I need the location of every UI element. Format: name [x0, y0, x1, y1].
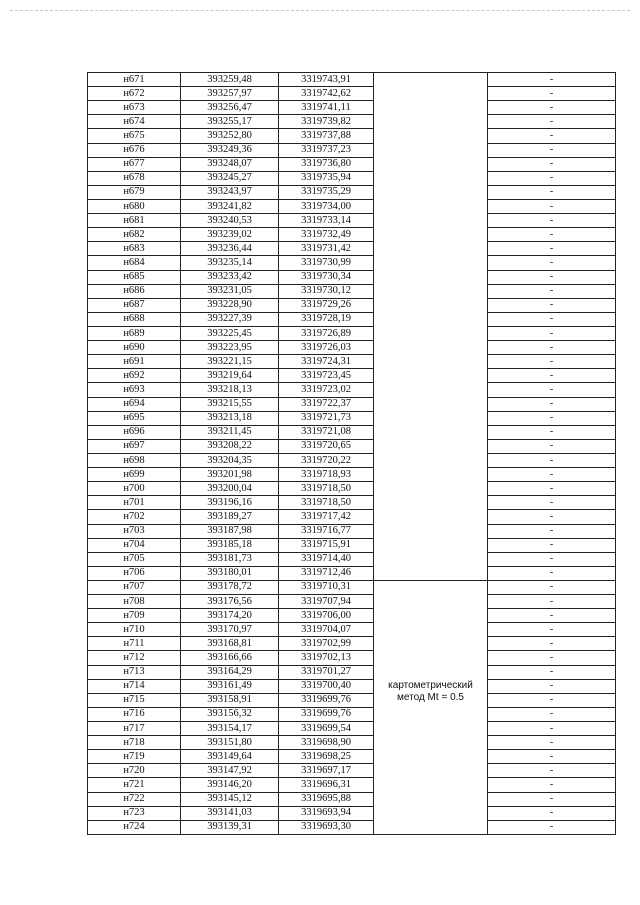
note-cell: -	[488, 510, 616, 524]
x-coordinate-cell: 393241,82	[181, 199, 279, 213]
y-coordinate-cell: 3319693,94	[279, 806, 374, 820]
note-cell: -	[488, 185, 616, 199]
table-row	[88, 750, 616, 764]
point-id-cell: н674	[88, 115, 181, 129]
point-id-cell: н689	[88, 326, 181, 340]
note-cell: -	[488, 609, 616, 623]
y-coordinate-cell: 3319729,26	[279, 298, 374, 312]
note-cell: -	[488, 651, 616, 665]
table-row	[88, 665, 616, 679]
y-coordinate-cell: 3319718,50	[279, 482, 374, 496]
x-coordinate-cell: 393228,90	[181, 298, 279, 312]
x-coordinate-cell: 393154,17	[181, 722, 279, 736]
x-coordinate-cell: 393243,97	[181, 185, 279, 199]
x-coordinate-cell: 393256,47	[181, 101, 279, 115]
y-coordinate-cell: 3319723,45	[279, 369, 374, 383]
y-coordinate-cell: 3319715,91	[279, 538, 374, 552]
table-row	[88, 580, 616, 594]
point-id-cell: н682	[88, 228, 181, 242]
note-cell: -	[488, 369, 616, 383]
table-row	[88, 707, 616, 721]
note-cell: -	[488, 496, 616, 510]
table-row	[88, 496, 616, 510]
table-row	[88, 383, 616, 397]
table-row	[88, 270, 616, 284]
x-coordinate-cell: 393231,05	[181, 284, 279, 298]
point-id-cell: н677	[88, 157, 181, 171]
point-id-cell: н711	[88, 637, 181, 651]
table-row	[88, 171, 616, 185]
table-row	[88, 298, 616, 312]
table-row	[88, 214, 616, 228]
note-cell: -	[488, 397, 616, 411]
note-cell: -	[488, 143, 616, 157]
point-id-cell: н691	[88, 355, 181, 369]
x-coordinate-cell: 393245,27	[181, 171, 279, 185]
x-coordinate-cell: 393149,64	[181, 750, 279, 764]
note-cell: -	[488, 778, 616, 792]
point-id-cell: н696	[88, 425, 181, 439]
note-cell: -	[488, 129, 616, 143]
y-coordinate-cell: 3319714,40	[279, 552, 374, 566]
point-id-cell: н680	[88, 199, 181, 213]
x-coordinate-cell: 393180,01	[181, 566, 279, 580]
note-cell: -	[488, 482, 616, 496]
note-cell: -	[488, 312, 616, 326]
table-row	[88, 679, 616, 693]
x-coordinate-cell: 393151,80	[181, 736, 279, 750]
table-row	[88, 651, 616, 665]
y-coordinate-cell: 3319707,94	[279, 595, 374, 609]
table-row	[88, 820, 616, 834]
note-cell: -	[488, 665, 616, 679]
y-coordinate-cell: 3319732,49	[279, 228, 374, 242]
table-row	[88, 538, 616, 552]
x-coordinate-cell: 393176,56	[181, 595, 279, 609]
y-coordinate-cell: 3319723,02	[279, 383, 374, 397]
x-coordinate-cell: 393248,07	[181, 157, 279, 171]
table-row	[88, 397, 616, 411]
x-coordinate-cell: 393255,17	[181, 115, 279, 129]
y-coordinate-cell: 3319737,88	[279, 129, 374, 143]
point-id-cell: н685	[88, 270, 181, 284]
x-coordinate-cell: 393213,18	[181, 411, 279, 425]
table-row	[88, 411, 616, 425]
note-cell: -	[488, 87, 616, 101]
point-id-cell: н693	[88, 383, 181, 397]
table-row	[88, 736, 616, 750]
x-coordinate-cell: 393181,73	[181, 552, 279, 566]
x-coordinate-cell: 393235,14	[181, 256, 279, 270]
y-coordinate-cell: 3319722,37	[279, 397, 374, 411]
point-id-cell: н716	[88, 707, 181, 721]
y-coordinate-cell: 3319712,46	[279, 566, 374, 580]
point-id-cell: н678	[88, 171, 181, 185]
table-row	[88, 87, 616, 101]
point-id-cell: н687	[88, 298, 181, 312]
note-cell: -	[488, 580, 616, 594]
x-coordinate-cell: 393223,95	[181, 341, 279, 355]
y-coordinate-cell: 3319742,62	[279, 87, 374, 101]
note-cell: -	[488, 101, 616, 115]
x-coordinate-cell: 393233,42	[181, 270, 279, 284]
x-coordinate-cell: 393239,02	[181, 228, 279, 242]
note-cell: -	[488, 199, 616, 213]
point-id-cell: н721	[88, 778, 181, 792]
point-id-cell: н690	[88, 341, 181, 355]
x-coordinate-cell: 393145,12	[181, 792, 279, 806]
y-coordinate-cell: 3319717,42	[279, 510, 374, 524]
note-cell: -	[488, 214, 616, 228]
y-coordinate-cell: 3319706,00	[279, 609, 374, 623]
y-coordinate-cell: 3319718,93	[279, 468, 374, 482]
x-coordinate-cell: 393139,31	[181, 820, 279, 834]
point-id-cell: н692	[88, 369, 181, 383]
note-cell: -	[488, 383, 616, 397]
y-coordinate-cell: 3319726,03	[279, 341, 374, 355]
point-id-cell: н701	[88, 496, 181, 510]
table-row	[88, 524, 616, 538]
note-cell: -	[488, 228, 616, 242]
point-id-cell: н710	[88, 623, 181, 637]
y-coordinate-cell: 3319730,12	[279, 284, 374, 298]
table-row	[88, 609, 616, 623]
note-cell: -	[488, 693, 616, 707]
x-coordinate-cell: 393156,32	[181, 707, 279, 721]
x-coordinate-cell: 393174,20	[181, 609, 279, 623]
point-id-cell: н719	[88, 750, 181, 764]
y-coordinate-cell: 3319698,25	[279, 750, 374, 764]
point-id-cell: н704	[88, 538, 181, 552]
note-cell: -	[488, 355, 616, 369]
note-cell: -	[488, 256, 616, 270]
x-coordinate-cell: 393204,35	[181, 453, 279, 467]
x-coordinate-cell: 393221,15	[181, 355, 279, 369]
x-coordinate-cell: 393215,55	[181, 397, 279, 411]
note-cell: -	[488, 524, 616, 538]
y-coordinate-cell: 3319721,08	[279, 425, 374, 439]
point-id-cell: н707	[88, 580, 181, 594]
point-id-cell: н720	[88, 764, 181, 778]
y-coordinate-cell: 3319730,99	[279, 256, 374, 270]
point-id-cell: н713	[88, 665, 181, 679]
point-id-cell: н700	[88, 482, 181, 496]
table-row	[88, 369, 616, 383]
y-coordinate-cell: 3319735,94	[279, 171, 374, 185]
y-coordinate-cell: 3319699,76	[279, 707, 374, 721]
x-coordinate-cell: 393178,72	[181, 580, 279, 594]
x-coordinate-cell: 393252,80	[181, 129, 279, 143]
x-coordinate-cell: 393211,45	[181, 425, 279, 439]
table-row	[88, 623, 616, 637]
y-coordinate-cell: 3319720,65	[279, 439, 374, 453]
x-coordinate-cell: 393185,18	[181, 538, 279, 552]
x-coordinate-cell: 393219,64	[181, 369, 279, 383]
coordinates-table	[87, 72, 616, 835]
point-id-cell: н708	[88, 595, 181, 609]
y-coordinate-cell: 3319741,11	[279, 101, 374, 115]
y-coordinate-cell: 3319710,31	[279, 580, 374, 594]
note-cell: -	[488, 792, 616, 806]
point-id-cell: н681	[88, 214, 181, 228]
table-row	[88, 792, 616, 806]
y-coordinate-cell: 3319700,40	[279, 679, 374, 693]
point-id-cell: н695	[88, 411, 181, 425]
y-coordinate-cell: 3319730,34	[279, 270, 374, 284]
note-cell: -	[488, 552, 616, 566]
point-id-cell: н679	[88, 185, 181, 199]
y-coordinate-cell: 3319699,76	[279, 693, 374, 707]
note-cell: -	[488, 566, 616, 580]
x-coordinate-cell: 393164,29	[181, 665, 279, 679]
point-id-cell: н714	[88, 679, 181, 693]
note-cell: -	[488, 453, 616, 467]
point-id-cell: н706	[88, 566, 181, 580]
x-coordinate-cell: 393158,91	[181, 693, 279, 707]
point-id-cell: н686	[88, 284, 181, 298]
point-id-cell: н723	[88, 806, 181, 820]
table-row	[88, 637, 616, 651]
note-cell: -	[488, 411, 616, 425]
table-row	[88, 73, 616, 87]
note-cell: -	[488, 623, 616, 637]
point-id-cell: н715	[88, 693, 181, 707]
point-id-cell: н676	[88, 143, 181, 157]
x-coordinate-cell: 393141,03	[181, 806, 279, 820]
point-id-cell: н724	[88, 820, 181, 834]
point-id-cell: н712	[88, 651, 181, 665]
table-row	[88, 693, 616, 707]
x-coordinate-cell: 393189,27	[181, 510, 279, 524]
x-coordinate-cell: 393187,98	[181, 524, 279, 538]
point-id-cell: н709	[88, 609, 181, 623]
x-coordinate-cell: 393240,53	[181, 214, 279, 228]
point-id-cell: н702	[88, 510, 181, 524]
x-coordinate-cell: 393196,16	[181, 496, 279, 510]
x-coordinate-cell: 393236,44	[181, 242, 279, 256]
table-row	[88, 185, 616, 199]
note-cell: -	[488, 439, 616, 453]
table-row	[88, 199, 616, 213]
table-row	[88, 157, 616, 171]
y-coordinate-cell: 3319701,27	[279, 665, 374, 679]
note-cell: -	[488, 73, 616, 87]
y-coordinate-cell: 3319702,99	[279, 637, 374, 651]
table-row	[88, 341, 616, 355]
note-cell: -	[488, 284, 616, 298]
note-cell: -	[488, 242, 616, 256]
y-coordinate-cell: 3319724,31	[279, 355, 374, 369]
scan-top-edge	[10, 10, 630, 13]
point-id-cell: н722	[88, 792, 181, 806]
point-id-cell: н673	[88, 101, 181, 115]
point-id-cell: н675	[88, 129, 181, 143]
note-cell: -	[488, 806, 616, 820]
note-cell: -	[488, 425, 616, 439]
note-cell: -	[488, 707, 616, 721]
point-id-cell: н699	[88, 468, 181, 482]
y-coordinate-cell: 3319696,31	[279, 778, 374, 792]
y-coordinate-cell: 3319739,82	[279, 115, 374, 129]
point-id-cell: н698	[88, 453, 181, 467]
point-id-cell: н717	[88, 722, 181, 736]
note-cell: -	[488, 157, 616, 171]
note-cell: -	[488, 468, 616, 482]
y-coordinate-cell: 3319693,30	[279, 820, 374, 834]
table-row	[88, 242, 616, 256]
table-row	[88, 256, 616, 270]
table-row	[88, 806, 616, 820]
y-coordinate-cell: 3319718,50	[279, 496, 374, 510]
coordinates-table-body	[88, 73, 616, 835]
y-coordinate-cell: 3319699,54	[279, 722, 374, 736]
y-coordinate-cell: 3319721,73	[279, 411, 374, 425]
x-coordinate-cell: 393257,97	[181, 87, 279, 101]
table-row	[88, 425, 616, 439]
note-cell: -	[488, 722, 616, 736]
note-cell: -	[488, 115, 616, 129]
y-coordinate-cell: 3319731,42	[279, 242, 374, 256]
point-id-cell: н671	[88, 73, 181, 87]
note-cell: -	[488, 736, 616, 750]
table-row	[88, 129, 616, 143]
x-coordinate-cell: 393227,39	[181, 312, 279, 326]
y-coordinate-cell: 3319737,23	[279, 143, 374, 157]
table-row	[88, 722, 616, 736]
table-row	[88, 453, 616, 467]
note-cell: -	[488, 341, 616, 355]
table-row	[88, 228, 616, 242]
note-cell: -	[488, 820, 616, 834]
x-coordinate-cell: 393218,13	[181, 383, 279, 397]
table-row	[88, 595, 616, 609]
note-cell: -	[488, 764, 616, 778]
table-row	[88, 143, 616, 157]
point-id-cell: н684	[88, 256, 181, 270]
table-row	[88, 510, 616, 524]
y-coordinate-cell: 3319733,14	[279, 214, 374, 228]
determination-method-cell	[374, 73, 488, 581]
x-coordinate-cell: 393201,98	[181, 468, 279, 482]
y-coordinate-cell: 3319736,80	[279, 157, 374, 171]
y-coordinate-cell: 3319734,00	[279, 199, 374, 213]
table-row	[88, 566, 616, 580]
x-coordinate-cell: 393168,81	[181, 637, 279, 651]
x-coordinate-cell: 393166,66	[181, 651, 279, 665]
table-row	[88, 764, 616, 778]
note-cell: -	[488, 595, 616, 609]
determination-method-cell: картометрический метод Mt = 0.5	[374, 580, 488, 834]
y-coordinate-cell: 3319735,29	[279, 185, 374, 199]
table-row	[88, 778, 616, 792]
point-id-cell: н718	[88, 736, 181, 750]
y-coordinate-cell: 3319698,90	[279, 736, 374, 750]
y-coordinate-cell: 3319702,13	[279, 651, 374, 665]
table-row	[88, 115, 616, 129]
table-row	[88, 552, 616, 566]
point-id-cell: н672	[88, 87, 181, 101]
note-cell: -	[488, 171, 616, 185]
note-cell: -	[488, 679, 616, 693]
x-coordinate-cell: 393200,04	[181, 482, 279, 496]
point-id-cell: н683	[88, 242, 181, 256]
y-coordinate-cell: 3319697,17	[279, 764, 374, 778]
point-id-cell: н688	[88, 312, 181, 326]
note-cell: -	[488, 538, 616, 552]
point-id-cell: н694	[88, 397, 181, 411]
y-coordinate-cell: 3319720,22	[279, 453, 374, 467]
point-id-cell: н703	[88, 524, 181, 538]
y-coordinate-cell: 3319695,88	[279, 792, 374, 806]
x-coordinate-cell: 393259,48	[181, 73, 279, 87]
note-cell: -	[488, 298, 616, 312]
table-row	[88, 468, 616, 482]
note-cell: -	[488, 637, 616, 651]
table-row	[88, 355, 616, 369]
table-row	[88, 326, 616, 340]
x-coordinate-cell: 393147,92	[181, 764, 279, 778]
note-cell: -	[488, 270, 616, 284]
table-row	[88, 101, 616, 115]
note-cell: -	[488, 750, 616, 764]
y-coordinate-cell: 3319716,77	[279, 524, 374, 538]
y-coordinate-cell: 3319704,07	[279, 623, 374, 637]
point-id-cell: н705	[88, 552, 181, 566]
table-row	[88, 312, 616, 326]
x-coordinate-cell: 393161,49	[181, 679, 279, 693]
point-id-cell: н697	[88, 439, 181, 453]
table-row	[88, 439, 616, 453]
y-coordinate-cell: 3319726,89	[279, 326, 374, 340]
table-row	[88, 284, 616, 298]
y-coordinate-cell: 3319743,91	[279, 73, 374, 87]
note-cell: -	[488, 326, 616, 340]
x-coordinate-cell: 393249,36	[181, 143, 279, 157]
x-coordinate-cell: 393170,97	[181, 623, 279, 637]
x-coordinate-cell: 393208,22	[181, 439, 279, 453]
x-coordinate-cell: 393225,45	[181, 326, 279, 340]
x-coordinate-cell: 393146,20	[181, 778, 279, 792]
table-row	[88, 482, 616, 496]
y-coordinate-cell: 3319728,19	[279, 312, 374, 326]
